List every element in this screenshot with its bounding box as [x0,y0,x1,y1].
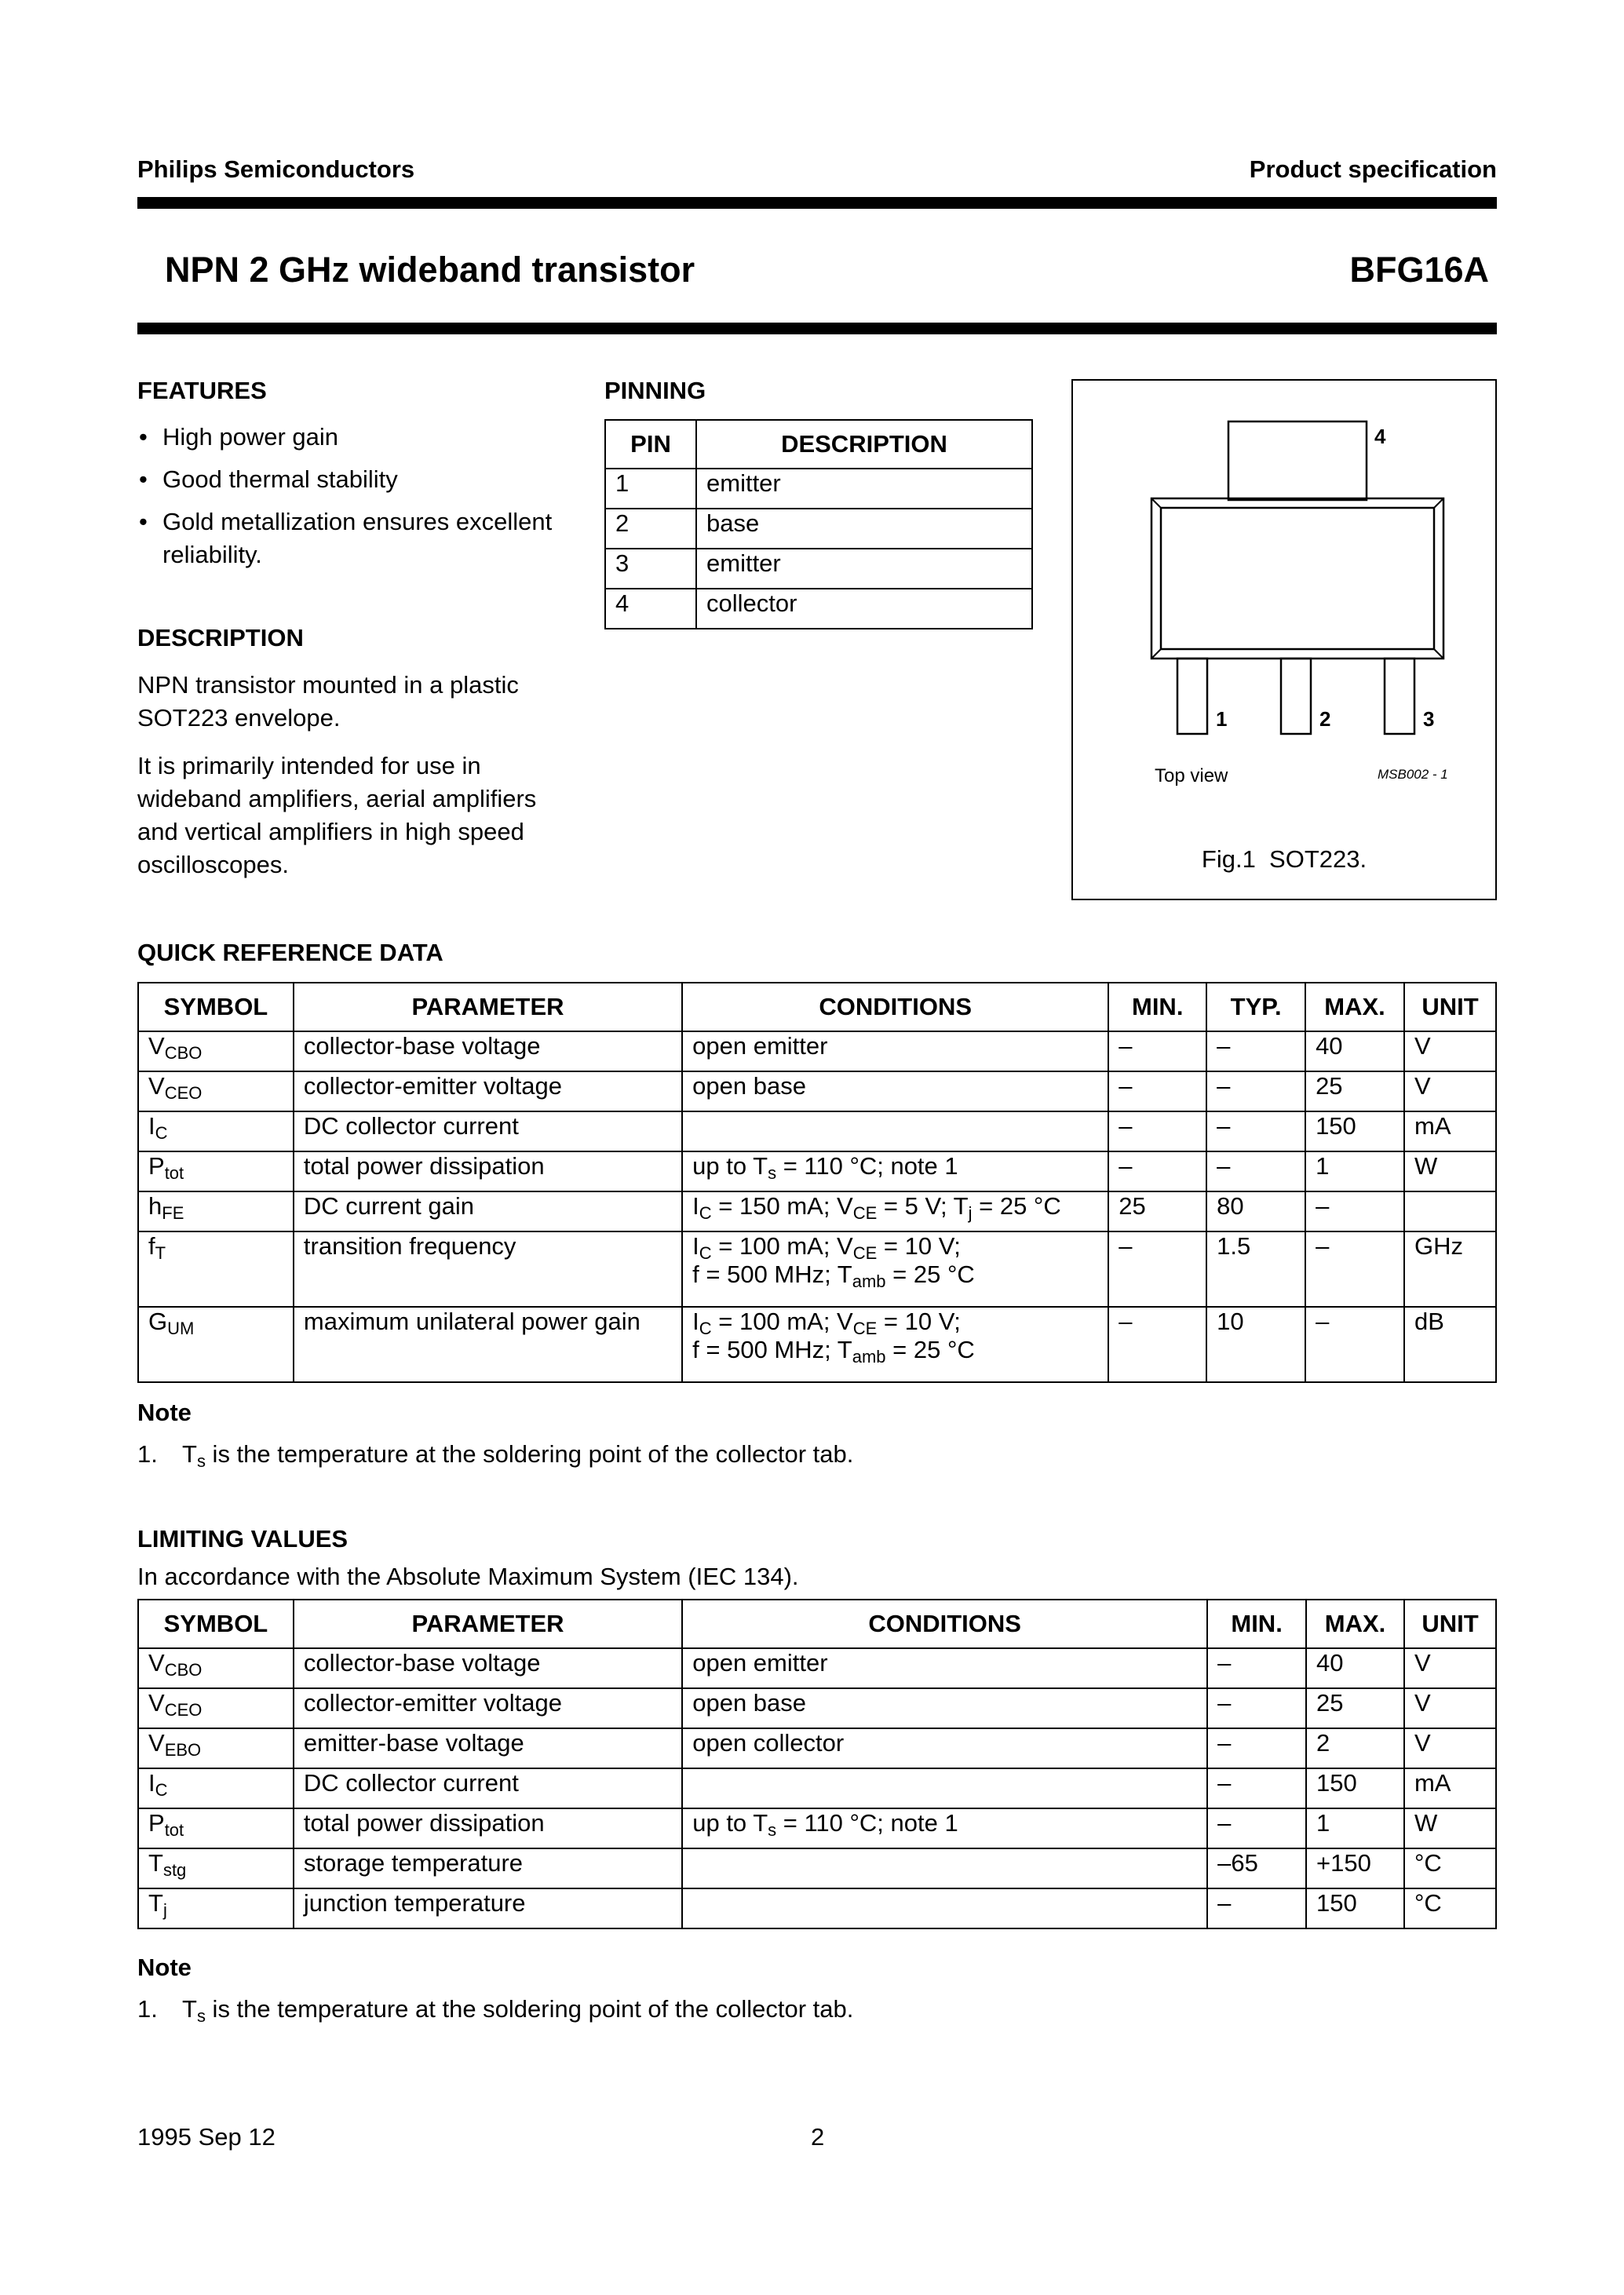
symbol-column-header: SYMBOL [138,1600,294,1648]
table-row [138,1151,1496,1191]
max-cell: 150 [1305,1111,1404,1151]
typ-cell: – [1206,1031,1305,1071]
max-column-header: MAX. [1305,983,1404,1031]
unit-cell: V [1404,1728,1496,1768]
typ-cell: 10 [1206,1307,1305,1382]
document-type: Product specification [1249,155,1497,183]
conditions-column-header: CONDITIONS [682,1600,1207,1648]
part-number: BFG16A [1349,250,1489,290]
unit-cell: °C [1404,1888,1496,1928]
conditions-column-header: CONDITIONS [682,983,1108,1031]
table-row [138,1808,1496,1848]
limiting-note-text: $T_s$ is the temperature at the soldering point of the collector tab. [182,1995,854,2026]
feature-item: • Gold metallization ensures excellent reliability. [139,508,553,568]
unit-column-header: UNIT [1404,1600,1496,1648]
conditions-cell: open collector [682,1728,1207,1768]
symbol-cell: $V_{CBO}$ [138,1648,294,1688]
limiting-values-intro: In accordance with the Absolute Maximum System (IEC 134). [137,1563,799,1590]
conditions-cell: open base [682,1071,1108,1111]
unit-cell: °C [1404,1848,1496,1888]
min-cell: – [1108,1151,1206,1191]
conditions-cell: open base [682,1688,1207,1728]
typ-column-header: TYP. [1206,983,1305,1031]
document-title: NPN 2 GHz wideband transistor [165,250,695,290]
limiting-note-heading: Note [137,1954,192,1981]
min-cell: – [1207,1888,1306,1928]
min-cell: – [1108,1231,1206,1307]
max-cell: 40 [1305,1031,1404,1071]
unit-cell: V [1404,1648,1496,1688]
package-figure [1071,379,1497,900]
conditions-cell [682,1768,1207,1808]
max-cell: – [1305,1307,1404,1382]
symbol-cell: $V_{EBO}$ [138,1728,294,1768]
min-cell: – [1207,1768,1306,1808]
unit-cell: mA [1404,1111,1496,1151]
parameter-cell: maximum unilateral power gain [294,1307,682,1382]
max-cell: 25 [1305,1071,1404,1111]
description-paragraph: NPN transistor mounted in a plastic SOT223 envelope. [137,671,519,732]
symbol-cell: $P_{tot}$ [138,1151,294,1191]
max-cell: +150 [1306,1848,1404,1888]
unit-cell: V [1404,1071,1496,1111]
limiting-note-number: 1. [137,1995,158,2023]
parameter-cell: collector-emitter voltage [294,1688,682,1728]
collector-tab [1228,421,1367,500]
view-label: Top view [1155,765,1228,786]
table-row: 3 emitter [605,549,1032,589]
table-row [138,1071,1496,1111]
symbol-cell: $I_C$ [138,1111,294,1151]
header-rule-bottom [137,323,1497,334]
table-row [138,1768,1496,1808]
max-cell: 1 [1306,1808,1404,1848]
conditions-cell: open emitter [682,1031,1108,1071]
min-cell: – [1207,1808,1306,1848]
symbol-cell: $T_{stg}$ [138,1848,294,1888]
company-name: Philips Semiconductors [137,155,415,183]
quick-reference-heading: QUICK REFERENCE DATA [137,939,443,966]
conditions-cell [682,1888,1207,1928]
unit-cell: W [1404,1808,1496,1848]
unit-column-header: UNIT [1404,983,1496,1031]
features-list [137,421,561,581]
min-column-header: MIN. [1207,1600,1306,1648]
description-column-header: DESCRIPTION [696,420,1032,469]
conditions-cell: up to $T_s = 110$ °C; note 1 [682,1808,1207,1848]
limiting-values-heading: LIMITING VALUES [137,1525,349,1552]
max-column-header: MAX. [1306,1600,1404,1648]
pin-2-label: 2 [1319,707,1331,731]
drawing-code: MSB002 - 1 [1378,767,1448,782]
parameter-cell: total power dissipation [294,1151,682,1191]
feature-item: • Good thermal stability [139,465,398,493]
symbol-column-header: SYMBOL [138,983,294,1031]
unit-cell: V [1404,1031,1496,1071]
symbol-cell: $V_{CBO}$ [138,1031,294,1071]
pinning-table [604,419,1033,629]
min-cell: – [1108,1307,1206,1382]
conditions-cell: $I_C = 100$ mA; $V_{CE} = 10$ V; f = 500 MHz; $T_{amb} = 25$ °C [682,1307,1108,1382]
table-row [138,1231,1496,1307]
symbol-cell: $h_{FE}$ [138,1191,294,1231]
description-paragraph: It is primarily intended for use in wideband amplifiers, aerial amplifiers and vertical amplifiers in high speed oscilloscopes. [137,752,537,878]
sot223-outline-drawing [1073,381,1495,899]
table-row [138,1648,1496,1688]
typ-cell: – [1206,1111,1305,1151]
min-cell: – [1207,1728,1306,1768]
pin-4-label: 4 [1374,425,1386,448]
quick-reference-table [137,982,1497,1383]
limiting-values-table [137,1599,1497,1929]
parameter-cell: DC current gain [294,1191,682,1231]
pin-column-header: PIN [605,420,696,469]
symbol-cell: $T_j$ [138,1888,294,1928]
lead-2 [1281,659,1311,734]
conditions-cell: $I_C = 150$ mA; $V_{CE} = 5$ V; $T_j = 25$ °C [682,1191,1108,1231]
min-cell: – [1108,1071,1206,1111]
conditions-cell: up to $T_s = 110$ °C; note 1 [682,1151,1108,1191]
parameter-column-header: PARAMETER [294,1600,682,1648]
unit-cell [1404,1191,1496,1231]
typ-cell: – [1206,1151,1305,1191]
unit-cell: dB [1404,1307,1496,1382]
unit-cell: GHz [1404,1231,1496,1307]
table-row [138,1111,1496,1151]
table-row [138,1728,1496,1768]
min-cell: 25 [1108,1191,1206,1231]
parameter-cell: emitter-base voltage [294,1728,682,1768]
feature-item: • High power gain [139,423,339,451]
table-row [138,1888,1496,1928]
max-cell: – [1305,1231,1404,1307]
max-cell: 40 [1306,1648,1404,1688]
conditions-cell: open emitter [682,1648,1207,1688]
qrd-note-text: $T_s$ is the temperature at the soldering point of the collector tab. [182,1440,854,1471]
parameter-cell: DC collector current [294,1111,682,1151]
lead-1 [1177,659,1207,734]
qrd-note-number: 1. [137,1440,158,1468]
table-row [138,1848,1496,1888]
conditions-cell [682,1111,1108,1151]
table-row [138,1307,1496,1382]
parameter-cell: collector-base voltage [294,1031,682,1071]
min-cell: – [1207,1648,1306,1688]
parameter-cell: total power dissipation [294,1808,682,1848]
parameter-column-header: PARAMETER [294,983,682,1031]
symbol-cell: $f_T$ [138,1231,294,1307]
lead-3 [1385,659,1414,734]
symbol-cell: $P_{tot}$ [138,1808,294,1848]
figure-caption: Fig.1 SOT223. [1201,845,1367,873]
qrd-note-heading: Note [137,1399,192,1426]
parameter-cell: transition frequency [294,1231,682,1307]
table-row: 4 collector [605,589,1032,629]
page-number: 2 [811,2123,825,2151]
parameter-cell: DC collector current [294,1768,682,1808]
max-cell: 150 [1306,1888,1404,1928]
table-row [138,1688,1496,1728]
parameter-cell: collector-base voltage [294,1648,682,1688]
table-row: 1 emitter [605,469,1032,509]
min-cell: – [1207,1688,1306,1728]
package-body-inner [1161,508,1434,649]
pinning-heading: PINNING [604,377,706,404]
conditions-cell [682,1848,1207,1888]
symbol-cell: $G_{UM}$ [138,1307,294,1382]
min-cell: – [1108,1111,1206,1151]
parameter-cell: junction temperature [294,1888,682,1928]
min-cell: –65 [1207,1848,1306,1888]
package-body [1151,498,1443,659]
parameter-cell: collector-emitter voltage [294,1071,682,1111]
max-cell: 25 [1306,1688,1404,1728]
conditions-cell: $I_C = 100$ mA; $V_{CE} = 10$ V; f = 500 MHz; $T_{amb} = 25$ °C [682,1231,1108,1307]
symbol-cell: $V_{CEO}$ [138,1688,294,1728]
parameter-cell: storage temperature [294,1848,682,1888]
table-row: 2 base [605,509,1032,549]
footer-date: 1995 Sep 12 [137,2123,276,2151]
pin-1-label: 1 [1216,707,1228,731]
symbol-cell: $I_C$ [138,1768,294,1808]
unit-cell: mA [1404,1768,1496,1808]
header-rule-top [137,197,1497,209]
max-cell: 2 [1306,1728,1404,1768]
max-cell: – [1305,1191,1404,1231]
symbol-cell: $V_{CEO}$ [138,1071,294,1111]
features-heading: FEATURES [137,377,267,404]
unit-cell: W [1404,1151,1496,1191]
min-column-header: MIN. [1108,983,1206,1031]
pin-3-label: 3 [1423,707,1435,731]
table-row [138,1191,1496,1231]
min-cell: – [1108,1031,1206,1071]
max-cell: 150 [1306,1768,1404,1808]
typ-cell: 80 [1206,1191,1305,1231]
max-cell: 1 [1305,1151,1404,1191]
description-heading: DESCRIPTION [137,624,304,651]
typ-cell: 1.5 [1206,1231,1305,1307]
table-row [138,1031,1496,1071]
unit-cell: V [1404,1688,1496,1728]
typ-cell: – [1206,1071,1305,1111]
